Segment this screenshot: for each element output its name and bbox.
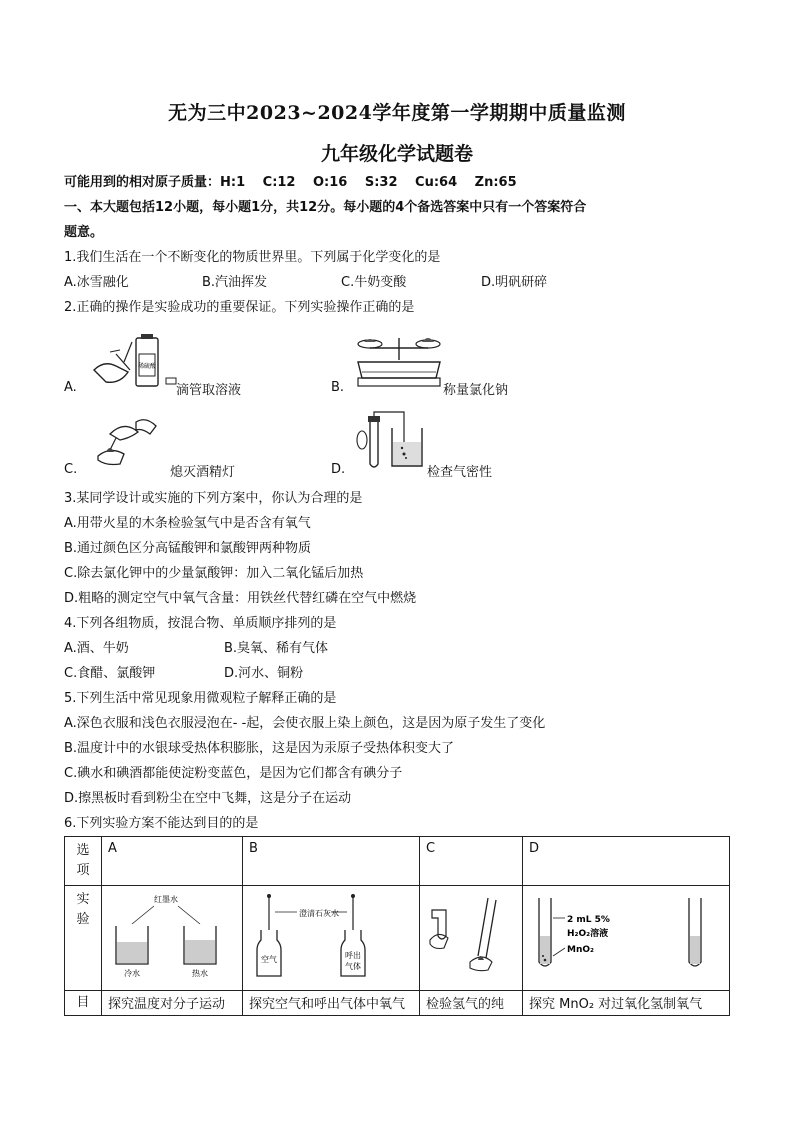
fig-d-solution-label: H₂O₂溶液 xyxy=(567,929,609,939)
fig-b-exhaled-label: 呼出 xyxy=(345,951,361,960)
catalyst-figure xyxy=(529,890,709,982)
q6-header-c: C xyxy=(420,837,523,886)
q6-cell-d xyxy=(523,886,730,991)
fig-a-hot-label: 热水 xyxy=(192,969,208,978)
fig-a-ink-label: 红墨水 xyxy=(154,895,178,904)
q6-header-a: A xyxy=(102,837,243,886)
q2-label-a: A. xyxy=(64,380,77,395)
q1-option-d: D.明矾研碎 xyxy=(481,275,548,290)
fig-d-volume-label: 2 mL 5% xyxy=(567,915,610,925)
q5-option-b: B.温度计中的水银球受热体积膨胀，这是因为汞原子受热体积变大了 xyxy=(64,741,455,756)
exam-title: 无为三中2023~2024学年度第一学期期中质量监测 xyxy=(168,102,626,124)
q6-stem: 6.下列实验方案不能达到目的的是 xyxy=(64,816,259,831)
q3-option-c: C.除去氯化钾中的少量氯酸钾：加入二氧化锰后加热 xyxy=(64,566,364,581)
airtightness-figure xyxy=(352,410,432,476)
q6-header-d: D xyxy=(523,837,730,886)
q6-goal-d: 探究 MnO₂ 对过氧化氢制氧气 xyxy=(523,991,730,1016)
q4-option-a: A.酒、牛奶 xyxy=(64,641,129,656)
q3-option-d: D.粗略的测定空气中氧气含量：用铁丝代替红磷在空气中燃烧 xyxy=(64,591,417,606)
hydrogen-purity-figure xyxy=(426,890,508,982)
q6-header-b: B xyxy=(243,837,420,886)
q1-option-a: A.冰雪融化 xyxy=(64,275,129,290)
q2-caption-c: 熄灭酒精灯 xyxy=(170,465,236,480)
fig-b-limewater-label: 澄清石灰水 xyxy=(299,909,339,918)
q6-goal-row xyxy=(65,991,730,1016)
q4-stem: 4.下列各组物质，按混合物、单质顺序排列的是 xyxy=(64,616,337,631)
q4-option-d: D.河水、铜粉 xyxy=(224,666,304,681)
q3-stem: 3.某同学设计或实施的下列方案中，你认为合理的是 xyxy=(64,491,363,506)
balance-figure xyxy=(352,332,448,394)
q2-caption-a: 滴管取溶液 xyxy=(176,383,242,398)
fig-d-mno2-label: MnO₂ xyxy=(567,945,594,955)
q4-option-c: C.食醋、氯酸钾 xyxy=(64,666,156,681)
diffusion-figure xyxy=(108,890,228,982)
section1-instructions: 一、本大题包括12小题，每小题1分，共12分。每小题的4个备选答案中只有一个答案符合 xyxy=(64,200,587,215)
bottle-label: 稀硫酸 xyxy=(137,363,157,370)
q5-option-d: D.擦黑板时看到粉尘在空中飞舞，这是分子在运动 xyxy=(64,791,352,806)
q6-experiment-row xyxy=(65,886,730,991)
q6-cell-a xyxy=(102,886,243,991)
q6-table xyxy=(64,836,730,1016)
q2-caption-d: 检查气密性 xyxy=(427,465,493,480)
q3-option-a: A.用带火星的木条检验氢气中是否含有氧气 xyxy=(64,516,311,531)
q6-header-row xyxy=(65,837,730,886)
q5-option-c: C.碘水和碘酒都能使淀粉变蓝色，是因为它们都含有碘分子 xyxy=(64,766,403,781)
q6-goal-b: 探究空气和呼出气体中氧气 xyxy=(243,991,420,1016)
q6-goal-c: 检验氢气的纯 xyxy=(420,991,523,1016)
q6-experiment-label: 实验 xyxy=(65,886,102,991)
q3-option-b: B.通过颜色区分高锰酸钾和氯酸钾两种物质 xyxy=(64,541,312,556)
q1-option-c: C.牛奶变酸 xyxy=(341,275,407,290)
q5-stem: 5.下列生活中常见现象用微观粒子解释正确的是 xyxy=(64,691,337,706)
dropper-figure xyxy=(86,332,180,392)
q6-goal-a: 探究温度对分子运动 xyxy=(102,991,243,1016)
fig-a-cold-label: 冷水 xyxy=(124,969,140,978)
q2-label-d: D. xyxy=(331,462,346,477)
alcohol-lamp-figure xyxy=(90,412,170,472)
q2-stem: 2.正确的操作是实验成功的重要保证。下列实验操作正确的是 xyxy=(64,300,415,315)
q6-header-option: 选项 xyxy=(65,837,102,886)
exam-subtitle: 九年级化学试题卷 xyxy=(320,143,473,165)
q1-stem: 1.我们生活在一个不断变化的物质世界里。下列属于化学变化的是 xyxy=(64,250,441,265)
fig-b-gas-label: 气体 xyxy=(345,962,361,971)
q5-option-a: A.深色衣服和浅色衣服浸泡在- -起，会使衣服上染上颜色，这是因为原子发生了变化 xyxy=(64,716,546,731)
fig-b-air-label: 空气 xyxy=(261,955,277,964)
q1-option-b: B.汽油挥发 xyxy=(202,275,268,290)
q2-label-b: B. xyxy=(331,380,345,395)
q6-cell-b xyxy=(243,886,420,991)
q4-option-b: B.臭氧、稀有气体 xyxy=(224,641,329,656)
q6-cell-c xyxy=(420,886,523,991)
q6-goal-label: 目 xyxy=(65,991,102,1016)
section1-instructions-cont: 题意。 xyxy=(64,225,104,240)
q2-caption-b: 称量氯化钠 xyxy=(443,383,509,398)
q2-label-c: C. xyxy=(64,462,78,477)
atomic-masses: 可能用到的相对原子质量：H:1 C:12 O:16 S:32 Cu:64 Zn:65 xyxy=(64,175,517,190)
limewater-figure xyxy=(249,890,405,982)
